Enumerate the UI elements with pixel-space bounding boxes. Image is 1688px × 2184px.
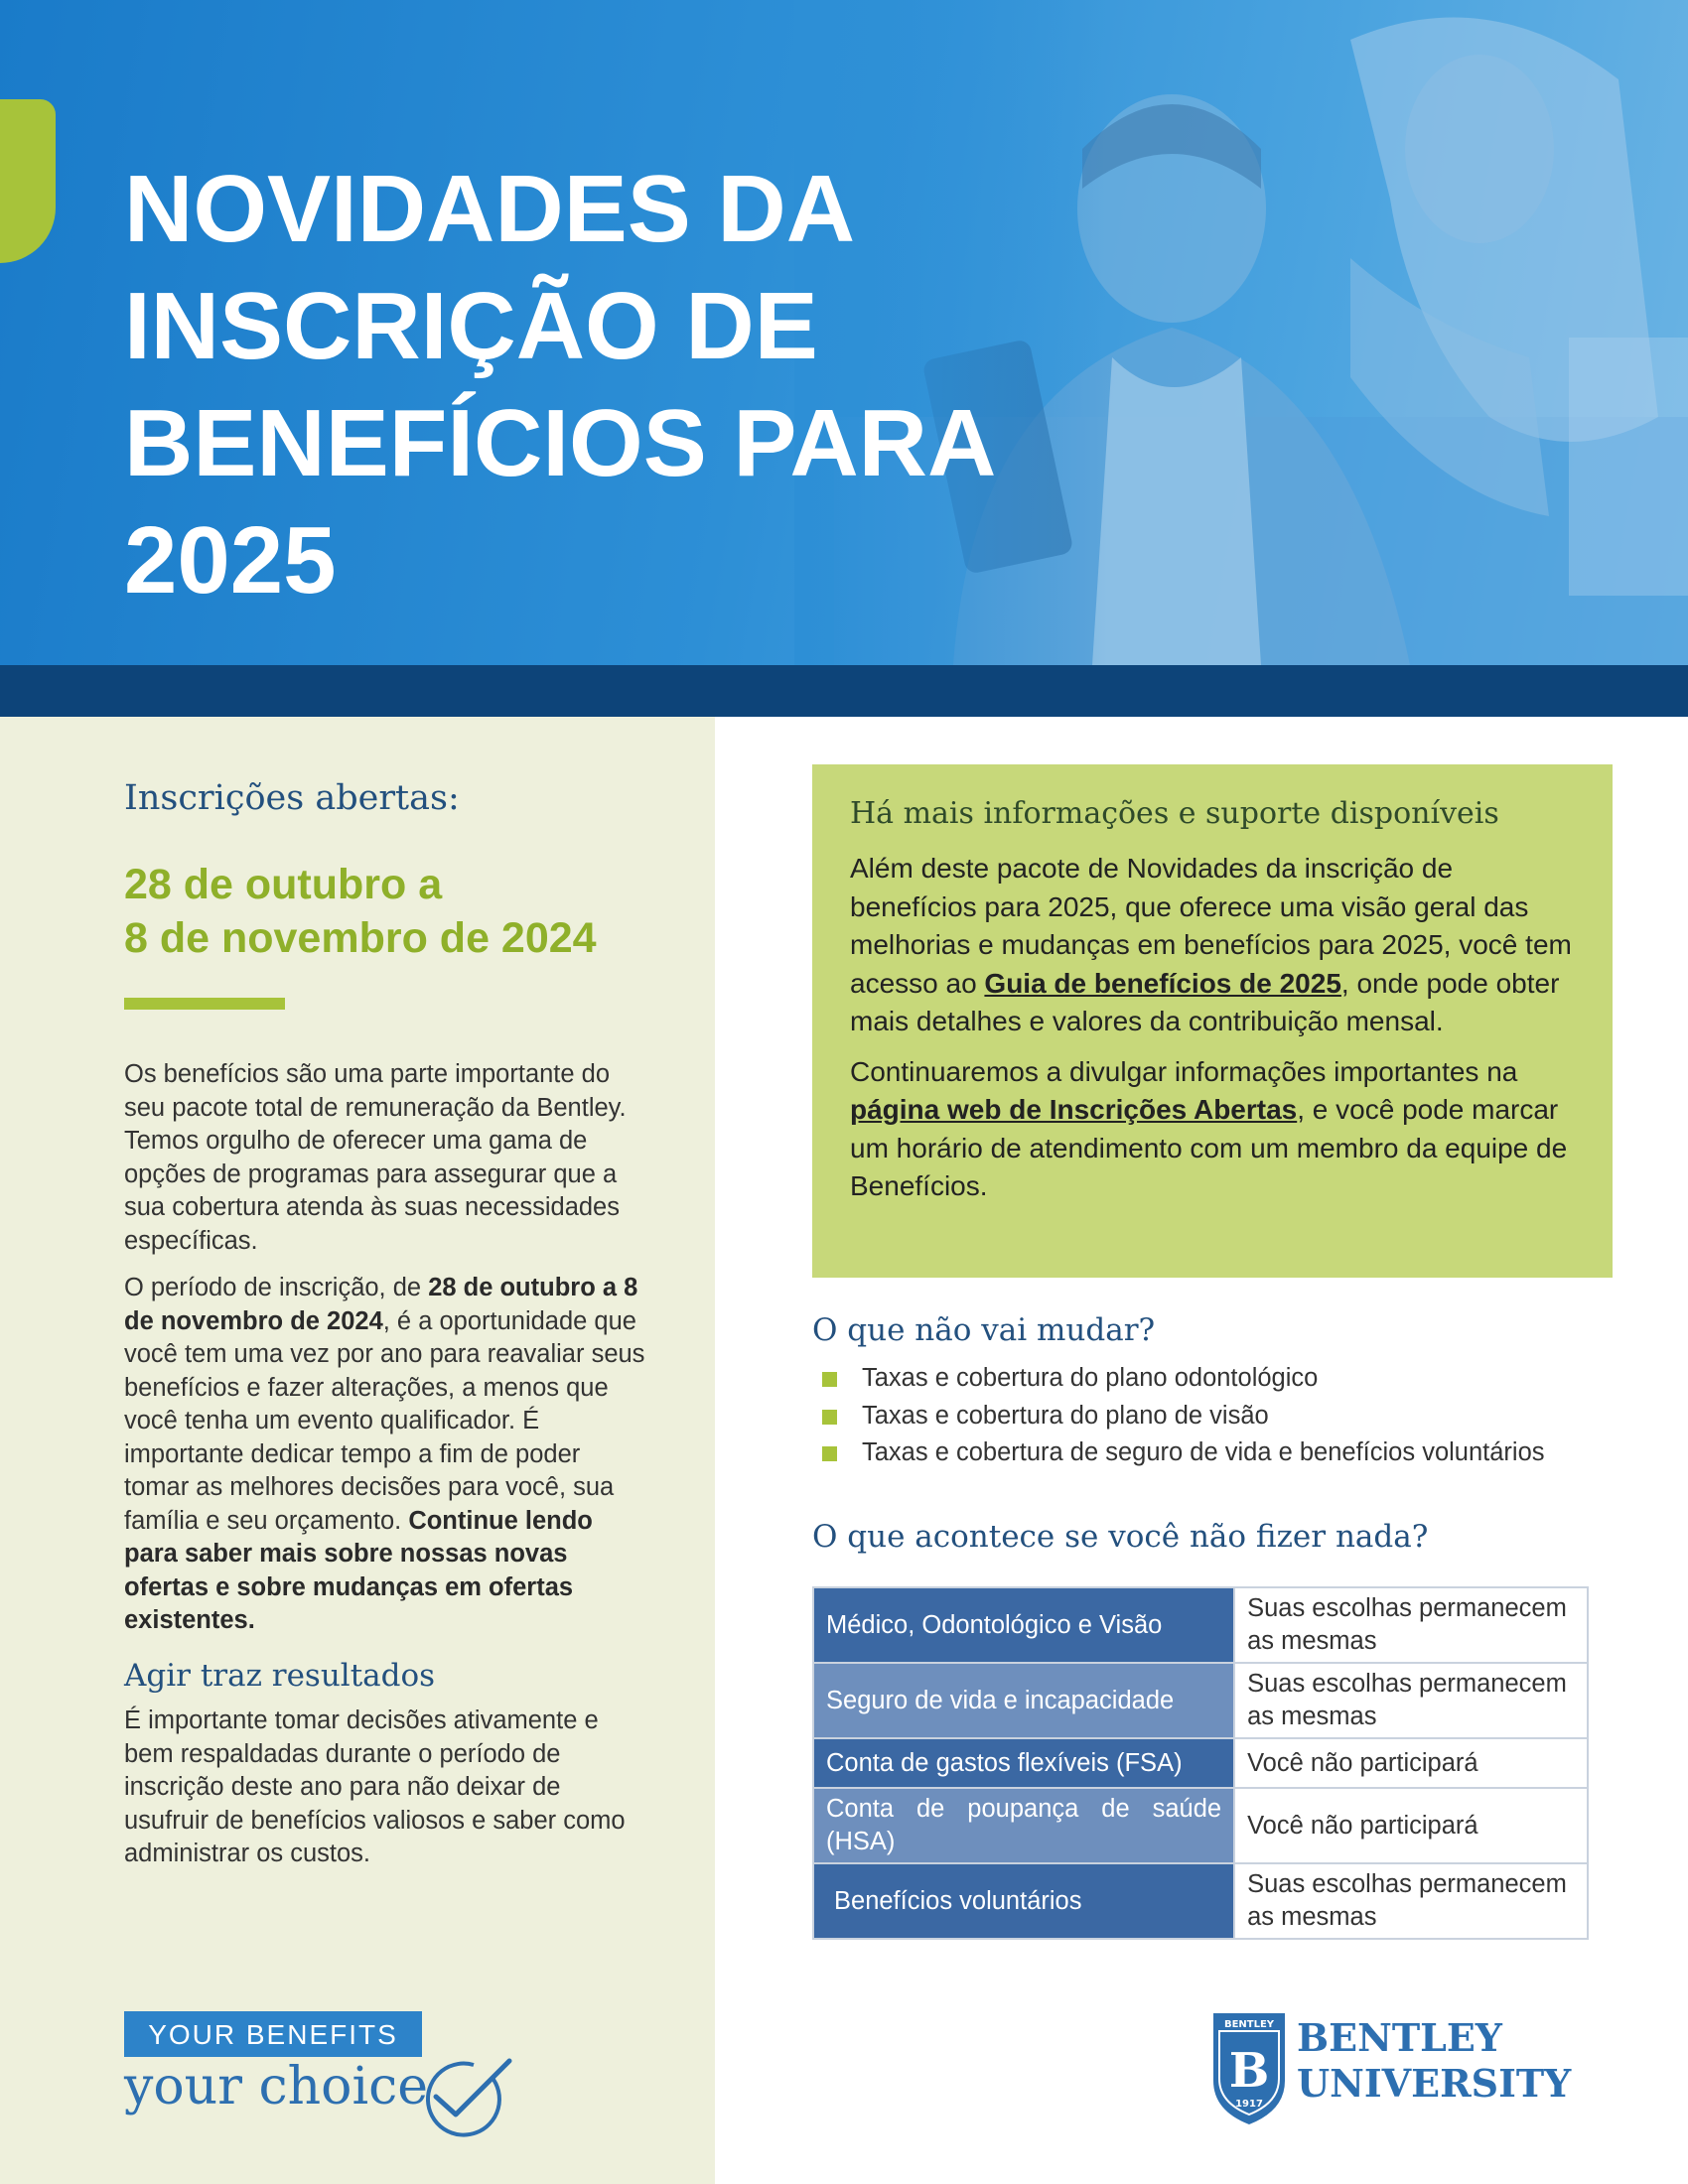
date-line-2: 8 de novembro de 2024 [124, 914, 597, 962]
info-p2-b: , e você pode marcar um horário de atendimento com um membro da equipe de Benefícios. [850, 1094, 1568, 1201]
bentley-wordmark [1297, 2015, 1571, 2107]
info-heading: Há mais informações e suporte disponíveis [850, 796, 1499, 831]
table-cell-benefit: Benefícios voluntários [813, 1863, 1234, 1939]
table-cell-benefit: Médico, Odontológico e Visão [813, 1587, 1234, 1663]
list-item [822, 1434, 1656, 1472]
left-column [0, 717, 715, 2184]
open-enrollment-label: Inscrições abertas: [124, 778, 460, 818]
bentley-line-1: BENTLEY [1297, 2015, 1502, 2060]
do-nothing-heading: O que acontece se você não fizer nada? [812, 1519, 1429, 1555]
info-p2-a: Continuaremos a divulgar informações importantes na [850, 1055, 1518, 1087]
table-row [813, 1738, 1588, 1788]
your-choice-label: your choice [124, 2057, 429, 2116]
info-paragraph-2 [850, 1053, 1585, 1206]
list-item [822, 1360, 1656, 1398]
intro-paragraph-2 [124, 1272, 650, 1638]
header-banner [0, 0, 1688, 665]
list-item-text: Taxas e cobertura de seguro de vida e benefícios voluntários [862, 1438, 1545, 1466]
list-item-text: Taxas e cobertura do plano de visão [862, 1401, 1269, 1430]
bullet-square-icon [822, 1372, 837, 1387]
enrollment-dates [124, 858, 597, 965]
act-paragraph: É importante tomar decisões ativamente e bem respaldadas durante o período de inscrição deste ano para não deixar de usufruir de benefícios valiosos e saber como administrar os custos. [124, 1706, 626, 1867]
shield-letter: B [1228, 2043, 1270, 2099]
table-row [813, 1587, 1588, 1663]
info-p1-a: Além deste pacote de Novidades da inscrição de benefícios para 2025, que oferece uma visão geral das melhorias e mudanças em benefícios para 2025, você tem acesso ao [850, 853, 1572, 999]
info-paragraph-1 [850, 850, 1585, 1041]
bentley-university-logo [1209, 2007, 1572, 2126]
table-cell-result: Suas escolhas permanecem as mesmas [1234, 1587, 1588, 1663]
table-cell-benefit: Conta de poupança de saúde (HSA) [813, 1788, 1234, 1863]
intro-text [124, 1058, 650, 1885]
shield-top-text: BENTLEY [1223, 2019, 1275, 2030]
navy-divider-bar [0, 665, 1688, 717]
bullet-square-icon [822, 1446, 837, 1461]
no-change-list [822, 1360, 1656, 1472]
green-tab-accent [0, 99, 56, 263]
info-p1-b: , onde pode obter mais detalhes e valores da contribuição mensal. [850, 967, 1560, 1036]
title-line-1: NOVIDADES DA [124, 156, 856, 262]
table-row [813, 1863, 1588, 1939]
checkmark-circle-icon [414, 2049, 523, 2138]
date-line-1: 28 de outubro a [124, 861, 443, 908]
table-row [813, 1663, 1588, 1738]
info-support-box [812, 764, 1613, 1278]
bullet-square-icon [822, 1410, 837, 1425]
list-item-text: Taxas e cobertura do plano odontológico [862, 1364, 1319, 1392]
open-enrollment-page-link[interactable]: página web de Inscrições Abertas [850, 1094, 1298, 1125]
act-heading: Agir traz resultados [124, 1657, 436, 1694]
info-text [850, 850, 1585, 1218]
page-title [124, 151, 1117, 619]
do-nothing-table [812, 1586, 1589, 1940]
table-cell-benefit: Seguro de vida e incapacidade [813, 1663, 1234, 1738]
p2-bold-end: Continue lendo para saber mais sobre nossas novas ofertas e sobre mudanças em ofertas existentes. [124, 1506, 593, 1634]
table-cell-result: Suas escolhas permanecem as mesmas [1234, 1863, 1588, 1939]
your-benefits-logo [124, 2011, 501, 2140]
no-change-heading: O que não vai mudar? [812, 1312, 1156, 1348]
table-row [813, 1788, 1588, 1863]
title-line-3: BENEFÍCIOS PARA [124, 390, 997, 496]
table-cell-result: Suas escolhas permanecem as mesmas [1234, 1663, 1588, 1738]
list-item [822, 1398, 1656, 1435]
title-line-2: INSCRIÇÃO DE [124, 273, 818, 379]
guide-link[interactable]: Guia de benefícios de 2025 [984, 967, 1341, 999]
bentley-line-2: UNIVERSITY [1297, 2061, 1572, 2106]
title-line-4: 2025 [124, 507, 337, 614]
table-cell-result: Você não participará [1234, 1738, 1588, 1788]
bentley-shield-icon [1209, 2007, 1289, 2126]
p2-text-b: , é a oportunidade que você tem uma vez por ano para reavaliar seus benefícios e fazer alterações, a menos que você tenha um evento qualificador. É importante dedicar tempo a fim de poder tomar as melhores decisões para você, sua família e seu orçamento. [124, 1306, 645, 1535]
table-cell-benefit: Conta de gastos flexíveis (FSA) [813, 1738, 1234, 1788]
intro-paragraph-1: Os benefícios são uma parte importante do seu pacote total de remuneração da Bentley. Temos orgulho de oferecer uma gama de opções de programas para assegurar que a sua cobertura atenda às suas necessidades específicas. [124, 1060, 627, 1255]
p2-text-a: O período de inscrição, de [124, 1274, 429, 1301]
your-benefits-label: YOUR BENEFITS [124, 2011, 422, 2057]
table-cell-result: Você não participará [1234, 1788, 1588, 1863]
green-rule [124, 998, 285, 1010]
p2-bold-dates: 28 de outubro a 8 de novembro de 2024 [124, 1274, 638, 1335]
shield-year: 1917 [1235, 2099, 1263, 2110]
